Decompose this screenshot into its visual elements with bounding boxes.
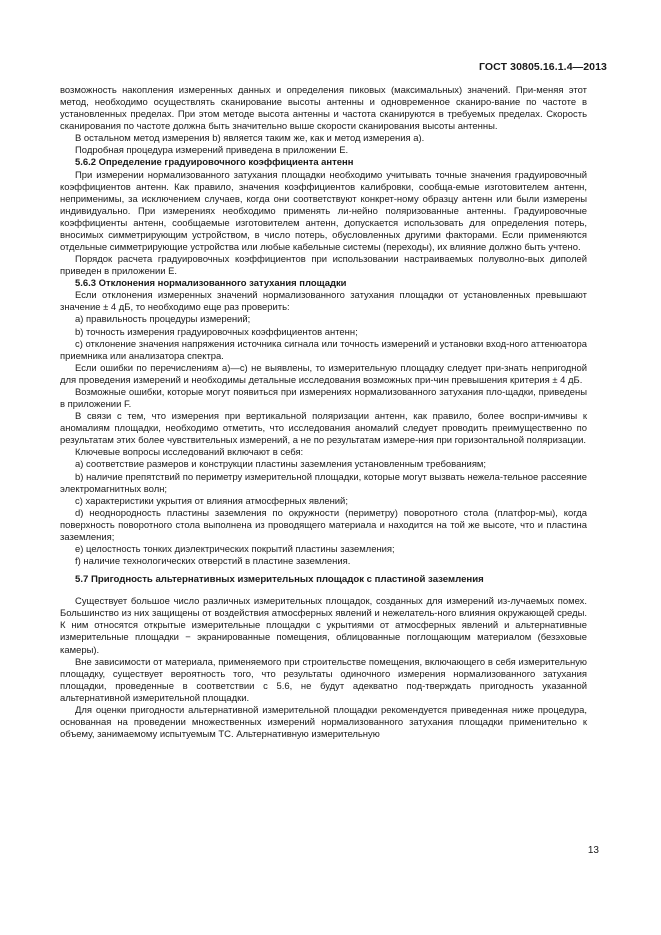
paragraph: В остальном метод измерения b) является таким же, как и метод измерения а). bbox=[75, 133, 425, 145]
document-body bbox=[60, 85, 587, 741]
paragraph: Для оценки пригодности альтернативной измерительной площадки рекомендуется приведенная ниже процедура, основанная на проведении множественных измерений нормализованного затухания площадки применительно к объему, занимаемому испытуемым ТС. Альтернативную измерительную bbox=[60, 704, 587, 741]
paragraph: c) характеристики укрытия от влияния атмосферных явлений; bbox=[75, 495, 348, 507]
document-code-header: ГОСТ 30805.16.1.4—2013 bbox=[479, 61, 607, 73]
paragraph: a) соответствие размеров и конструкции пластины заземления установленным требованиям; bbox=[75, 459, 487, 471]
paragraph: Возможные ошибки, которые могут появиться при измерениях нормализованного затухания пло-щадки, приведены в приложении F. bbox=[60, 386, 587, 411]
paragraph: Вне зависимости от материала, применяемого при строительстве помещения, включающего в себя измерительную площадку, существует вероятность того, что результаты одиночного измерения нормализованного затухания площадки, проведенные в соответствии с 5.6, не будут адекватно под-тверждать пригодность указанной альтернативной измерительной площадки. bbox=[60, 656, 587, 704]
paragraph: Если ошибки по перечислениям а)—с) не выявлены, то измерительную площадку следует при-знать непригодной для проведения измерений и необходимы детальные исследования возможных при-чин превышения критерия ± 4 дБ. bbox=[60, 362, 587, 386]
paragraph: Подробная процедура измерений приведена в приложении Е. bbox=[75, 145, 349, 157]
paragraph: a) правильность процедуры измерений; bbox=[75, 314, 251, 326]
paragraph: f) наличие технологических отверстий в пластине заземления. bbox=[75, 556, 351, 568]
paragraph: b) наличие препятствий по периметру измерительной площадки, которые могут вызвать нежела-тельное рассеяние электромагнитных волн; bbox=[60, 471, 587, 495]
paragraph: e) целостность тонких диэлектрических покрытий пластины заземления; bbox=[75, 543, 395, 555]
page-number: 13 bbox=[587, 845, 599, 856]
paragraph: При измерении нормализованного затухания площадки необходимо учитывать точные значения градуировочный коэффициентов антенн. Как правило, значения коэффициентов калибровки, сообща-емые изготовителем антенн, неприменимы, за исключением случаев, когда они соответствуют конкрет-ному образцу антенн или были измерены индивидуально. При измерениях необходимо применять ли-нейно поляризованные антенны. Градуировочные коэффициенты антенн, сообщаемые изготовителем антенн, допускается использовать для определения потерь, вносимых симметрирующим устройством, в число потерь, обусловленных другими факторами. Если применяются отдельные симметрирующие устройства или любые кабельные системы (переходы), их влияние должно быть учтено. bbox=[60, 169, 587, 254]
paragraph: Порядок расчета градуировочных коэффициентов при использовании настраиваемых полуволно-вых диполей приведен в приложении Е. bbox=[60, 254, 587, 278]
paragraph: Ключевые вопросы исследований включают в себя: bbox=[75, 447, 304, 459]
paragraph: d) неоднородность пластины заземления по окружности (периметру) поворотного стола (платфор-мы), когда поверхность поворотного стола выполнена из проводящего материала и находится на той же высоте, что и пластина заземления; bbox=[60, 507, 587, 543]
paragraph: Если отклонения измеренных значений нормализованного затухания площадки от установленных превышают значение ± 4 дБ, то необходимо еще раз проверить: bbox=[60, 290, 587, 314]
subsection-heading: 5.6.2 Определение градуировочного коэффициента антенн bbox=[75, 157, 354, 169]
subsection-heading: 5.6.3 Отклонения нормализованного затухания площадки bbox=[75, 278, 347, 290]
paragraph: возможность накопления измеренных данных и определения пиковых (максимальных) значений. При-меняя этот метод, необходимо осуществлять сканирование высоты антенны и одновременное сканиро-вание по частоте в установленных пределах. При этом методе высота антенны и частота сканируются в требуемых пределах. Скорость сканирования по частоте должна быть значительно выше скорости сканирования высоты антенны. bbox=[60, 85, 587, 133]
paragraph: Существует большое число различных измерительных площадок, созданных для измерений из-лучаемых помех. Большинство из них защищены от воздействия атмосферных явлений и нежелатель-ного влияния окружающей среды. К ним относятся открытые измерительные площадки с укрытиями от атмосферных явлений и альтернативные измерительные площадки − экранированные помещения, облицованные поглощающим материалом (безэховые камеры). bbox=[60, 596, 587, 656]
section-heading: 5.7 Пригодность альтернативных измерительных площадок с пластиной заземления bbox=[75, 574, 484, 586]
paragraph: В связи с тем, что измерения при вертикальной поляризации антенн, как правило, более воспри-имчивы к аномалиям площадки, необходимо отметить, что исследования аномалий следует проводить преимущественно по результатам этих более чувствительных измерений, а не по результатам измере-ния при горизонтальной поляризации. bbox=[60, 411, 587, 447]
paragraph: c) отклонение значения напряжения источника сигнала или точность измерений и установки вход-ного аттенюатора приемника или анализатора спектра. bbox=[60, 338, 587, 362]
paragraph: b) точность измерения градуировочных коэффициентов антенн; bbox=[75, 326, 358, 338]
